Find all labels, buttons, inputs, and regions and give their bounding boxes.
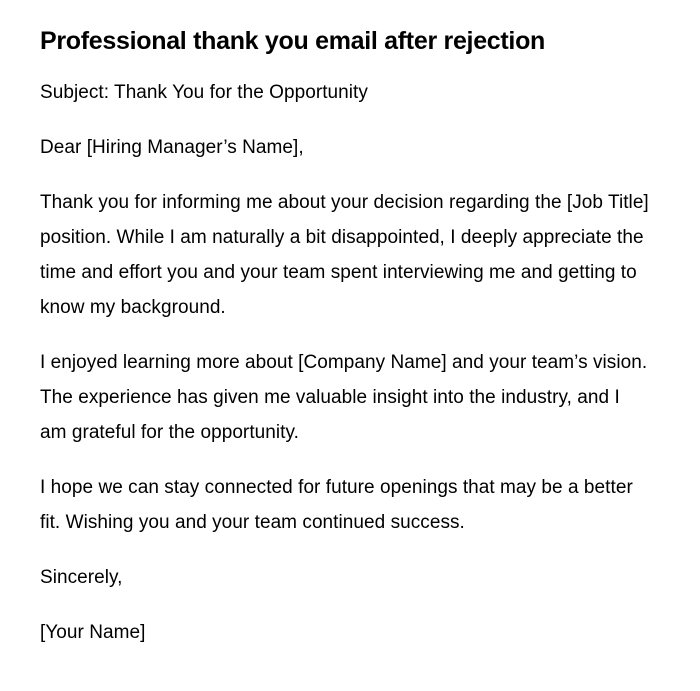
page-title: Professional thank you email after rejection [40,27,546,55]
email-signature: [Your Name] [40,622,146,643]
email-body-paragraph-1: Thank you for informing me about your decision regarding the [Job Title] position. While I am naturally a bit disappointed, I deeply appreciate the time and effort you and your team spent interviewing me and getting to know my background. [40,192,649,318]
email-subject-line: Subject: Thank You for the Opportunity [40,82,368,103]
email-closing: Sincerely, [40,567,123,588]
email-salutation: Dear [Hiring Manager’s Name], [40,137,304,158]
email-body-paragraph-3: I hope we can stay connected for future openings that may be a better fit. Wishing you and your team continued success. [40,477,633,533]
email-body-paragraph-2: I enjoyed learning more about [Company Name] and your team’s vision. The experience has given me valuable insight into the industry, and I am grateful for the opportunity. [40,352,648,443]
